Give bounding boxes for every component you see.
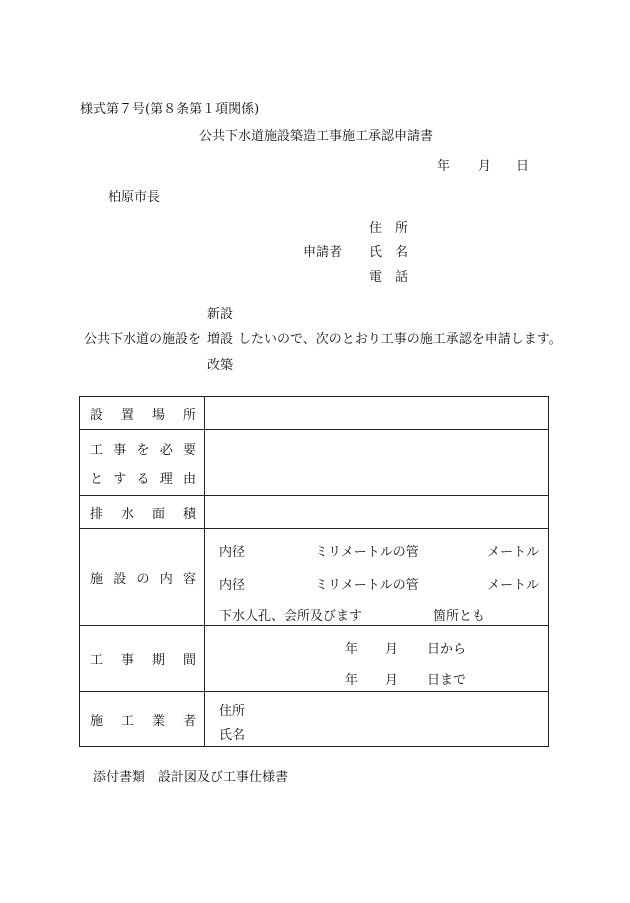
label-char: 容: [182, 571, 196, 587]
statement-prefix: 公共下水道の施設を: [84, 332, 202, 347]
label-char: 場: [151, 407, 165, 423]
label-char: を: [136, 442, 150, 458]
label-char: 由: [182, 471, 196, 487]
facility-places-label: 箇所とも: [433, 609, 486, 624]
table-row-facility: [80, 529, 549, 626]
label-char: 排: [90, 506, 104, 522]
table-row-contractor: [80, 692, 549, 747]
label-char: 積: [182, 506, 196, 522]
date-month-label: 月: [478, 159, 492, 174]
option-expand: 増設: [207, 332, 234, 347]
period-to-day-label: 日まで: [427, 673, 467, 688]
label-char: す: [113, 471, 127, 487]
label-char: 水: [120, 506, 134, 522]
statement-suffix: したいので、次のとおり工事の施工承認を申請します。: [238, 332, 562, 347]
label-char: 必: [159, 442, 173, 458]
period-from-day-label: 日から: [427, 642, 467, 657]
label-char: 設: [90, 407, 104, 423]
period-input-cell[interactable]: [205, 626, 549, 692]
location-label-cell: [80, 397, 205, 430]
facility-input-cell[interactable]: [205, 529, 549, 626]
facility-meter-label-1: メートル: [487, 545, 540, 560]
application-table: [79, 396, 549, 747]
applicant-address-label: 住 所: [369, 221, 409, 236]
drainage-area-input-cell[interactable]: [205, 496, 549, 529]
label-char: 業: [151, 713, 165, 729]
reason-input-cell[interactable]: [205, 430, 549, 496]
table-row-reason: [80, 430, 549, 496]
label-char: 事: [120, 653, 134, 668]
location-input-cell[interactable]: [205, 397, 549, 430]
label-char: 設: [113, 571, 127, 587]
contractor-label-cell: [80, 692, 205, 747]
label-char: 所: [182, 407, 196, 423]
label-char: と: [90, 471, 104, 487]
period-from-month-label: 月: [385, 642, 399, 657]
label-char: 内: [159, 571, 173, 587]
option-renovate: 改築: [207, 358, 234, 373]
page-title: 公共下水道施設築造工事施工承認申請書: [199, 129, 434, 144]
label-char: 施: [90, 713, 104, 729]
attachments-value: 設計図及び工事仕様書: [158, 770, 289, 785]
table-row-location: [80, 397, 549, 430]
facility-diameter-label-1: 内径: [219, 545, 246, 560]
label-char: 工: [90, 442, 104, 458]
label-char: 理: [159, 471, 173, 487]
attachments-label: 添付書類: [93, 770, 146, 785]
contractor-name-label: 氏名: [219, 728, 246, 743]
contractor-input-cell[interactable]: [205, 692, 549, 747]
label-char: 間: [182, 653, 196, 668]
table-row-drainage-area: [80, 496, 549, 529]
applicant-tel-label: 電 話: [369, 270, 409, 285]
form-number: 様式第７号(第８条第１項関係): [80, 102, 260, 117]
period-to-year-label: 年: [345, 673, 359, 688]
label-char: 面: [151, 506, 165, 522]
drainage-area-label-cell: [80, 496, 205, 529]
period-to-month-label: 月: [385, 673, 399, 688]
period-from-year-label: 年: [345, 642, 359, 657]
facility-manhole-label: 下水人孔、会所及びます: [219, 609, 363, 624]
reason-label-cell: [80, 430, 205, 496]
label-char: 事: [113, 442, 127, 458]
applicant-label: 申請者: [303, 245, 343, 260]
label-char: 工: [90, 653, 104, 668]
facility-pipe-mm-label-2: ミリメートルの管: [315, 578, 419, 593]
label-char: の: [136, 571, 150, 587]
label-char: 要: [182, 442, 196, 458]
facility-diameter-label-2: 内径: [219, 578, 246, 593]
date-day-label: 日: [516, 159, 530, 174]
facility-label-cell: [80, 529, 205, 626]
period-label-cell: [80, 626, 205, 692]
date-year-label: 年: [437, 159, 451, 174]
facility-pipe-mm-label-1: ミリメートルの管: [315, 545, 419, 560]
table-row-period: [80, 626, 549, 692]
contractor-address-label: 住所: [219, 704, 246, 719]
applicant-name-label: 氏 名: [369, 245, 409, 260]
option-new: 新設: [207, 307, 234, 322]
label-char: 者: [182, 713, 196, 729]
label-char: 置: [120, 407, 134, 423]
label-char: る: [136, 471, 150, 487]
label-char: 工: [120, 713, 134, 729]
facility-meter-label-2: メートル: [487, 578, 540, 593]
label-char: 期: [151, 653, 165, 668]
attachments-line: [93, 766, 288, 785]
addressee: 柏原市長: [108, 190, 161, 205]
label-char: 施: [90, 571, 104, 587]
